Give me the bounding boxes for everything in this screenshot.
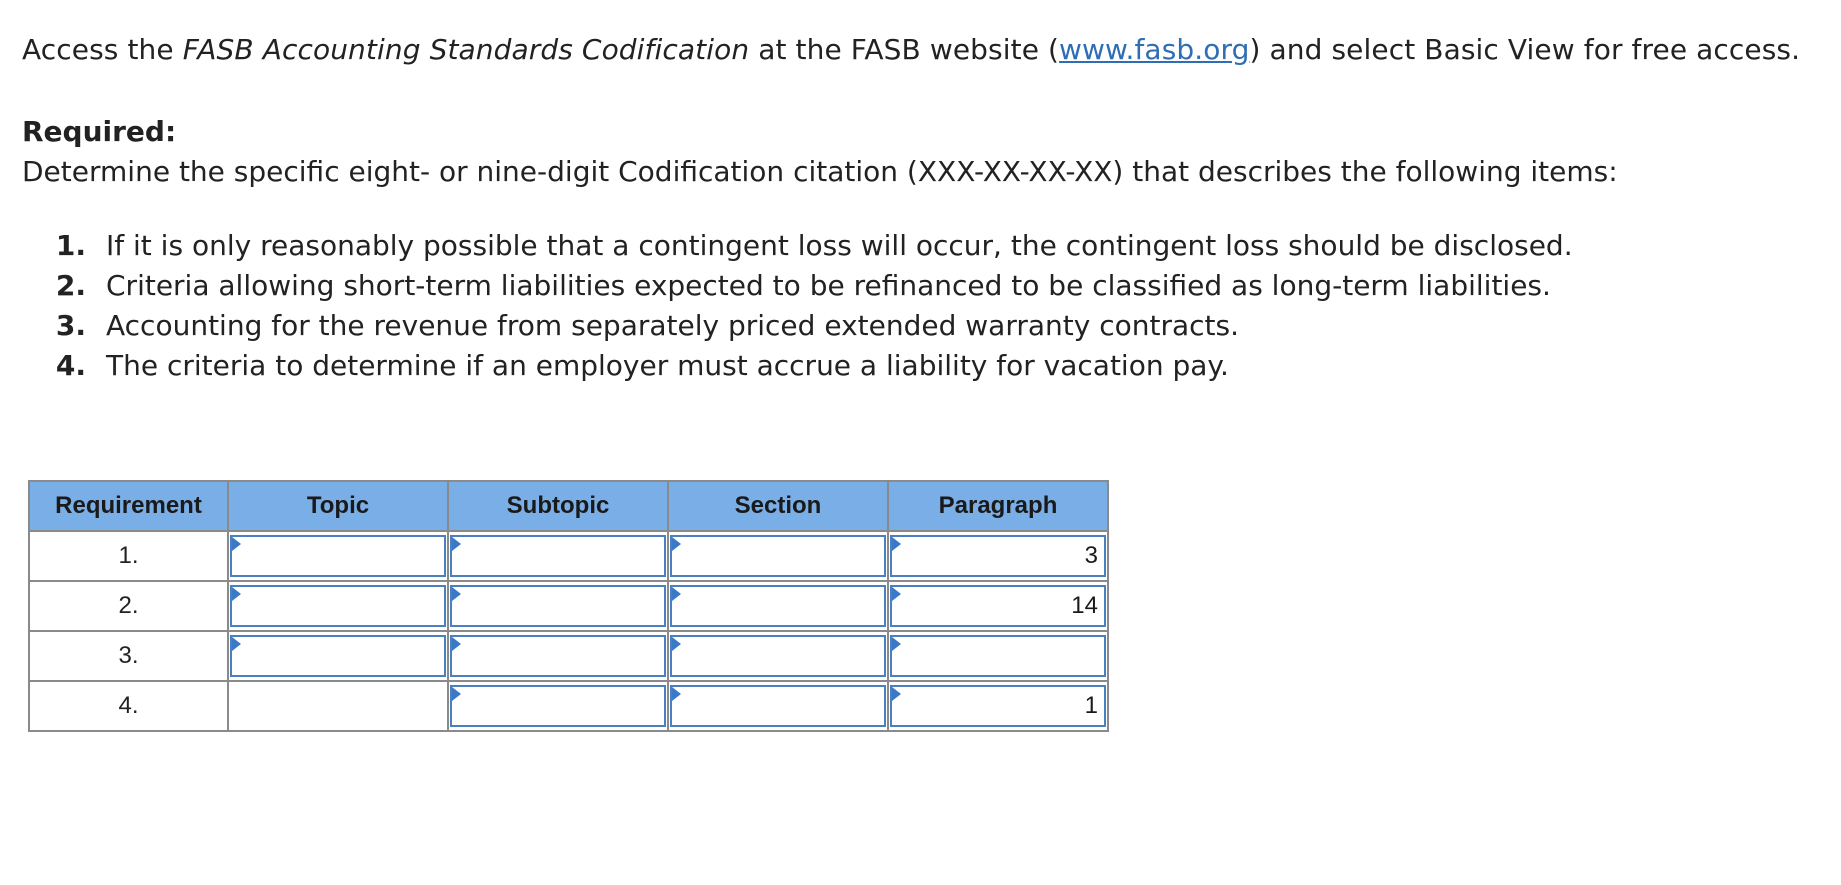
list-item: [22, 226, 1822, 266]
table-row: [29, 681, 1108, 731]
intro-prefix: Access the: [22, 33, 183, 66]
cell-topic: [228, 531, 448, 581]
header-paragraph: Paragraph: [888, 481, 1108, 531]
requirement-label: 3.: [29, 631, 228, 681]
cell-paragraph: [888, 581, 1108, 631]
cell-section: [668, 681, 888, 731]
item-number: 1.: [55, 229, 86, 262]
subtopic-input-1[interactable]: [450, 535, 666, 577]
item-number: 2.: [55, 269, 86, 302]
cell-section: [668, 581, 888, 631]
topic-input-3[interactable]: [230, 635, 446, 677]
required-heading: Required:: [22, 115, 177, 148]
item-text: Accounting for the revenue from separately priced extended warranty contracts.: [106, 309, 1239, 342]
topic-input-2[interactable]: [230, 585, 446, 627]
section-input-2[interactable]: [670, 585, 886, 627]
item-text: The criteria to determine if an employer must accrue a liability for vacation pay.: [106, 349, 1229, 382]
question-content: [22, 30, 1822, 386]
list-item: [22, 346, 1822, 386]
requirement-list: [22, 226, 1822, 386]
paragraph-input-3[interactable]: [890, 635, 1106, 677]
paragraph-input-2[interactable]: 14: [890, 585, 1106, 627]
cell-paragraph: [888, 631, 1108, 681]
cell-subtopic: [448, 631, 668, 681]
subtopic-input-2[interactable]: [450, 585, 666, 627]
subtopic-input-3[interactable]: [450, 635, 666, 677]
header-topic: Topic: [228, 481, 448, 531]
cell-subtopic: [448, 531, 668, 581]
section-input-1[interactable]: [670, 535, 886, 577]
paragraph-input-4[interactable]: 1: [890, 685, 1106, 727]
topic-input-1[interactable]: [230, 535, 446, 577]
header-subtopic: Subtopic: [448, 481, 668, 531]
cell-topic: [228, 581, 448, 631]
cell-section: [668, 631, 888, 681]
codification-title: FASB Accounting Standards Codification: [182, 33, 750, 66]
list-item: [22, 306, 1822, 346]
table-row: [29, 631, 1108, 681]
subtopic-input-4[interactable]: [450, 685, 666, 727]
item-text: If it is only reasonably possible that a contingent loss will occur, the contingent loss should be disclosed.: [106, 229, 1573, 262]
table-header-row: [29, 481, 1108, 531]
paragraph-input-1[interactable]: 3: [890, 535, 1106, 577]
requirement-label: 4.: [29, 681, 228, 731]
cell-section: [668, 531, 888, 581]
cell-subtopic: [448, 681, 668, 731]
cell-subtopic: [448, 581, 668, 631]
requirement-label: 1.: [29, 531, 228, 581]
item-number: 3.: [55, 309, 86, 342]
cell-topic: [228, 631, 448, 681]
cell-paragraph: [888, 531, 1108, 581]
item-text: Criteria allowing short-term liabilities expected to be refinanced to be classified as long-term liabilities.: [106, 269, 1551, 302]
citation-table: [28, 480, 1109, 732]
intro-suffix: ) and select Basic View for free access.: [1249, 33, 1801, 66]
table-row: [29, 531, 1108, 581]
topic-empty-cell: [228, 681, 448, 731]
required-text: Determine the specific eight- or nine-digit Codification citation (XXX-XX-XX-XX) that describes the following items:: [22, 155, 1618, 188]
list-item: [22, 266, 1822, 306]
fasb-link[interactable]: www.fasb.org: [1059, 33, 1250, 66]
intro-paragraph: [22, 30, 1822, 70]
intro-middle: at the FASB website (: [749, 33, 1060, 66]
item-number: 4.: [55, 349, 86, 382]
table-row: [29, 581, 1108, 631]
header-section: Section: [668, 481, 888, 531]
header-requirement: Requirement: [29, 481, 228, 531]
cell-paragraph: [888, 681, 1108, 731]
section-input-4[interactable]: [670, 685, 886, 727]
section-input-3[interactable]: [670, 635, 886, 677]
requirement-label: 2.: [29, 581, 228, 631]
